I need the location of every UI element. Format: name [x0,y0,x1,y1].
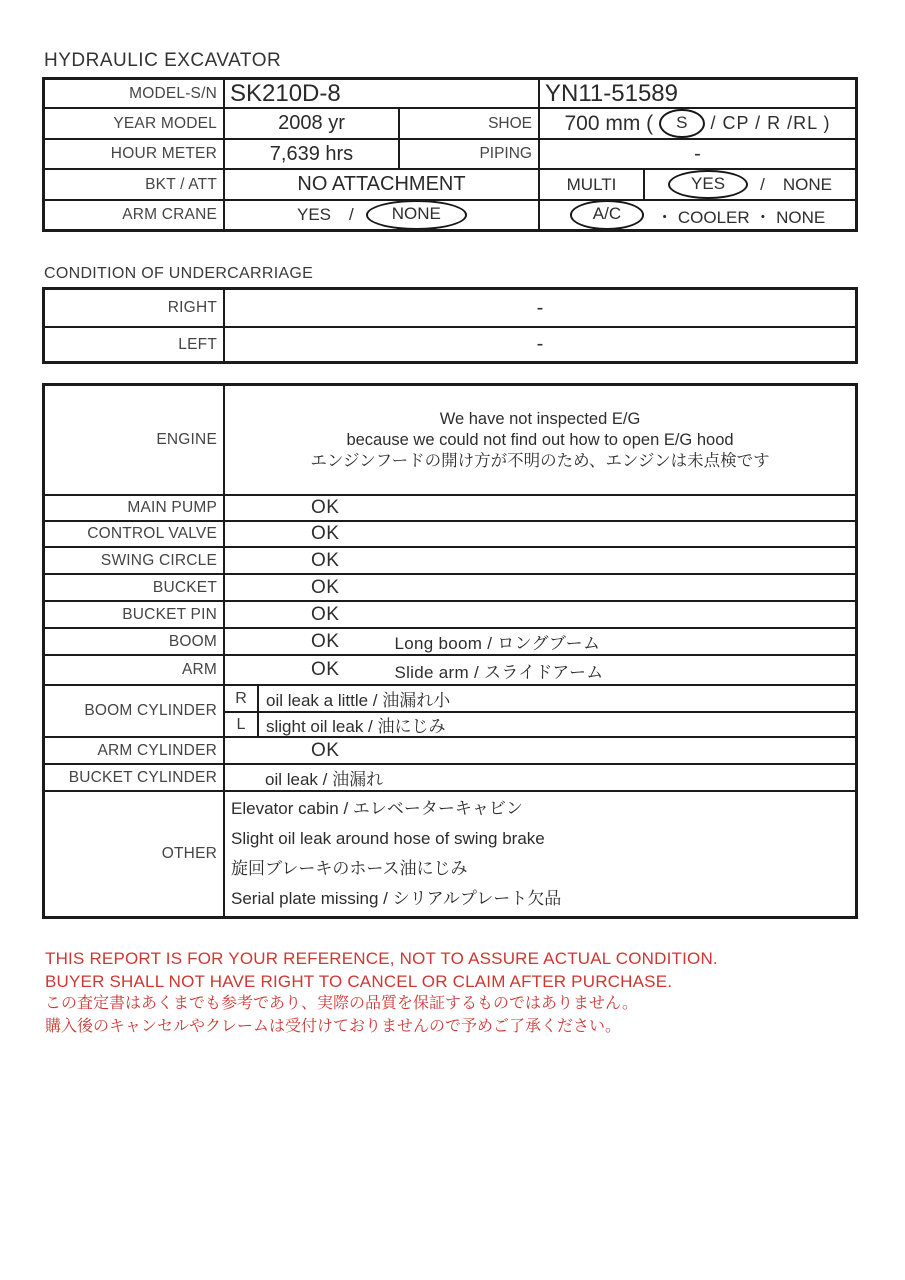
shoe-selected-oval: S [659,109,704,138]
bucket-cylinder-value: oil leak / 油漏れ [265,770,384,789]
swing-circle-value: OK [311,549,340,571]
bkt-att-label: BKT / ATT [45,170,225,199]
bucket-cylinder-label: BUCKET CYLINDER [45,765,225,790]
undercarriage-table [42,287,858,364]
page-title: HYDRAULIC EXCAVATOR [44,50,282,71]
undercarriage-row-left [45,326,855,361]
serial-value: YN11-51589 [545,80,678,107]
model-value: SK210D-8 [225,80,540,107]
arm-crane-yes-option: YES [297,205,332,224]
swing-circle-row [45,546,855,573]
bucket-row [45,573,855,600]
multi-label: MULTI [540,170,645,199]
control-valve-row [45,520,855,546]
ac-cooler-value [540,201,855,229]
boom-cylinder-l-value: slight oil leak / 油にじみ [266,717,446,736]
disclaimer-block [45,948,718,1038]
other-remark-line-2: Slight oil leak around hose of swing brake [231,829,545,848]
shoe-value-pre: 700 mm ( [564,111,654,135]
boom-status: OK [311,630,340,652]
left-label: LEFT [45,328,225,361]
control-valve-value: OK [311,523,340,544]
control-valve-label: CONTROL VALVE [45,522,225,546]
year-value: 2008 yr [225,109,400,138]
bucket-value: OK [311,576,340,598]
hour-meter-value: 7,639 hrs [225,140,400,168]
multi-selected-oval: YES [668,170,748,199]
shoe-label: SHOE [400,109,540,138]
disclaimer-line-3: この査定書はあくまでも参考であり、実際の品質を保証するものではありません。 [45,995,638,1012]
piping-value: - [694,142,701,165]
arm-crane-value [225,201,540,229]
undercarriage-section-title: CONDITION OF UNDERCARRIAGE [44,265,314,282]
arm-label: ARM [45,656,225,684]
engine-row [45,386,855,494]
right-value: - [536,296,544,319]
arm-value [225,656,855,684]
shoe-value [540,109,855,138]
boom-value [225,629,855,654]
swing-circle-label: SWING CIRCLE [45,548,225,573]
arm-note: Slide arm / スライドアーム [394,662,604,682]
arm-crane-separator: / [349,205,354,224]
boom-row [45,627,855,654]
boom-label: BOOM [45,629,225,654]
other-remark-line-4: Serial plate missing / シリアルプレート欠品 [231,889,562,908]
arm-crane-label: ARM CRANE [45,201,225,229]
arm-cylinder-row [45,736,855,763]
engine-remark-line-1: We have not inspected E/G [439,409,641,428]
bucket-pin-value: OK [311,603,340,625]
undercarriage-row-right [45,290,855,326]
spec-row-armcrane-ac [45,199,855,229]
spec-row-bkt-multi [45,168,855,199]
other-remarks [225,792,855,916]
disclaimer-line-4: 購入後のキャンセルやクレームは受付けておりませんので予めご了承ください。 [45,1017,622,1035]
bucket-label: BUCKET [45,575,225,600]
spec-table [42,77,858,232]
bucket-pin-label: BUCKET PIN [45,602,225,627]
boom-cylinder-right-row [225,686,855,711]
boom-cylinder-left-row [225,711,855,736]
arm-crane-selected-oval: NONE [366,201,467,229]
shoe-value-post: / CP / R /RL ) [710,113,831,133]
spec-row-hour-piping [45,138,855,168]
other-remark-line-1: Elevator cabin / エレベーターキャビン [231,799,523,818]
engine-remarks [225,386,855,494]
right-label: RIGHT [45,290,225,326]
other-row [45,790,855,916]
engine-remark-line-2: because we could not find out how to open E/G hood [346,430,734,449]
boom-cylinder-r-label: R [225,686,259,711]
engine-label: ENGINE [45,386,225,494]
spec-row-year-shoe [45,107,855,138]
boom-note: Long boom / ロングブーム [394,634,601,653]
left-value: - [536,333,544,355]
multi-value [645,170,855,199]
multi-separator: / [760,174,765,194]
bucket-pin-row [45,600,855,627]
spec-row-model [45,80,855,107]
arm-cylinder-label: ARM CYLINDER [45,738,225,763]
boom-cylinder-row [45,684,855,736]
piping-label: PIPING [400,140,540,168]
arm-cylinder-value: OK [311,739,340,761]
boom-cylinder-label: BOOM CYLINDER [45,686,225,736]
boom-cylinder-subtable [225,686,855,736]
disclaimer-line-1: THIS REPORT IS FOR YOUR REFERENCE, NOT TO ASSURE ACTUAL CONDITION. [45,949,718,968]
multi-none-option: NONE [782,174,832,194]
disclaimer-line-2: BUYER SHALL NOT HAVE RIGHT TO CANCEL OR CLAIM AFTER PURCHASE. [45,971,673,991]
main-pump-label: MAIN PUMP [45,496,225,520]
inspection-table [42,383,858,919]
year-label: YEAR MODEL [45,109,225,138]
ac-cooler-options: ・ COOLER ・ NONE [656,207,826,227]
other-remark-line-3: 旋回ブレーキのホース油にじみ [231,859,468,878]
other-label: OTHER [45,792,225,916]
model-label: MODEL-S/N [45,80,225,107]
bkt-att-value: NO ATTACHMENT [225,170,540,199]
arm-status: OK [311,659,340,680]
main-pump-value: OK [311,497,340,518]
engine-remark-line-3: エンジンフードの開け方が不明のため、エンジンは未点検です [310,451,770,470]
hour-meter-label: HOUR METER [45,140,225,168]
bucket-cylinder-row [45,763,855,790]
ac-selected-oval: A/C [570,201,644,229]
boom-cylinder-r-value: oil leak a little / 油漏れ小 [266,691,451,710]
main-pump-row [45,494,855,520]
boom-cylinder-l-label: L [225,713,259,736]
arm-row [45,654,855,684]
